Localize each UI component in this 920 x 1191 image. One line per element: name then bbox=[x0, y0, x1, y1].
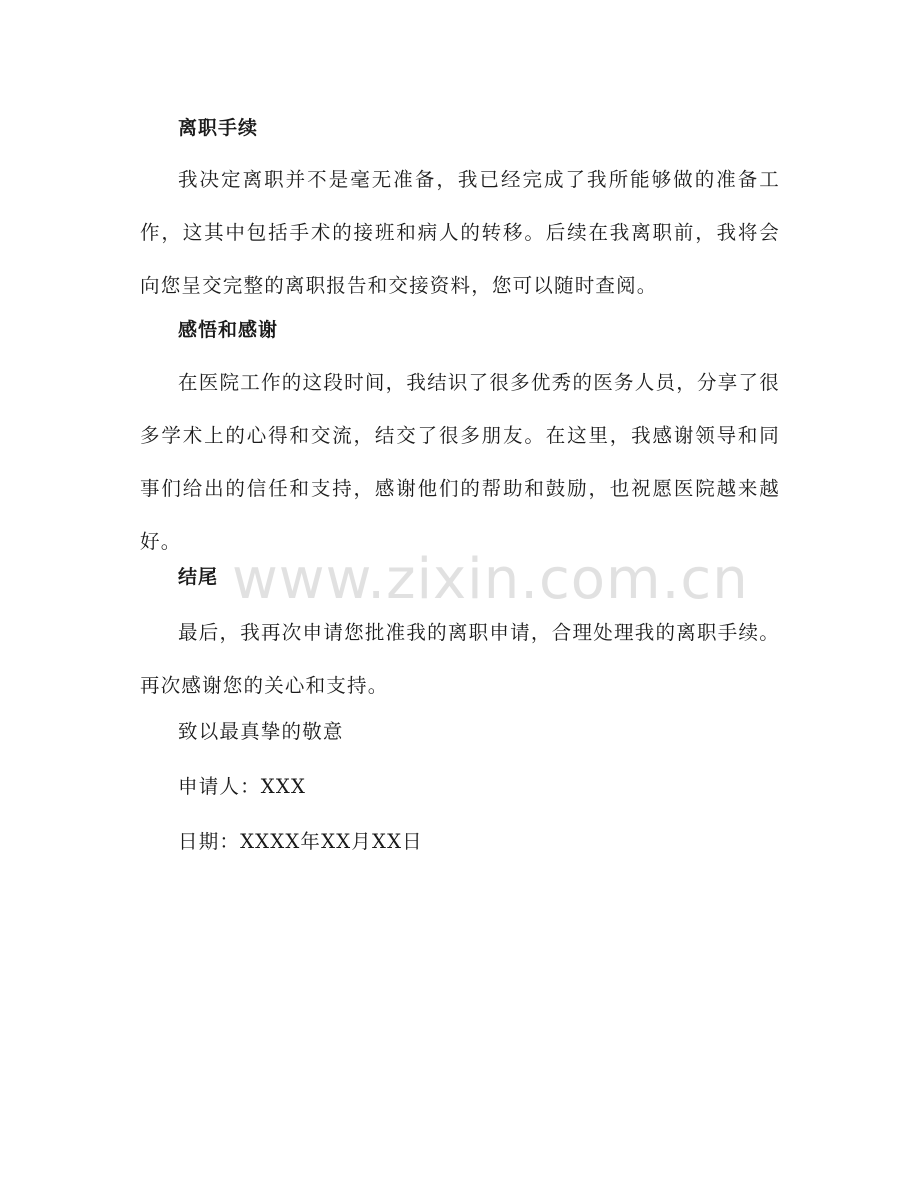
closing-salutation: 致以最真挚的敬意 bbox=[178, 720, 344, 743]
watermark: www.zixin.com.cn bbox=[232, 547, 749, 612]
section-body-resignation-procedures: 我决定离职并不是毫无准备，我已经完成了我所能够做的准备工作，这其中包括手术的接班和病人的转移。后续在我离职前，我将会向您呈交完整的离职报告和交接资料，您可以随时查阅。 bbox=[140, 168, 780, 297]
section-heading-conclusion: 结尾 bbox=[178, 566, 219, 588]
section-heading-reflections-thanks: 感悟和感谢 bbox=[178, 319, 279, 341]
section-body-conclusion: 最后，我再次申请您批准我的离职申请，合理处理我的离职手续。再次感谢您的关心和支持。 bbox=[140, 621, 780, 697]
applicant-line: 申请人：XXX bbox=[178, 775, 307, 798]
section-heading-resignation-procedures: 离职手续 bbox=[178, 117, 259, 139]
section-body-reflections-thanks: 在医院工作的这段时间，我结识了很多优秀的医务人员，分享了很多学术上的心得和交流，结交了很多朋友。在这里，我感谢领导和同事们给出的信任和支持，感谢他们的帮助和鼓励，也祝愿医院越来越好。 bbox=[140, 371, 780, 553]
date-line: 日期：XXXX年XX月XX日 bbox=[178, 830, 423, 853]
